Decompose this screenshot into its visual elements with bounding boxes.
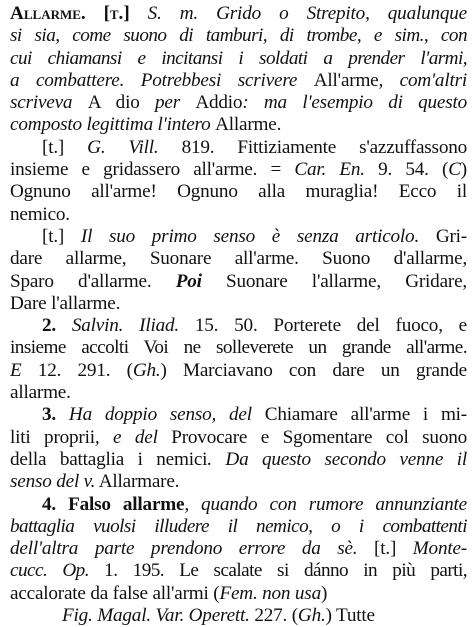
text-run: Dare l'allarme. xyxy=(10,292,121,314)
text-run: per xyxy=(154,92,196,114)
text-run: Monte- xyxy=(412,538,467,560)
text-run: [t.] xyxy=(42,136,88,158)
text-line xyxy=(10,471,467,493)
text-line xyxy=(10,315,467,337)
text-line xyxy=(10,337,467,359)
text-line xyxy=(10,3,467,25)
text-run: ) xyxy=(460,159,467,181)
text-run: allarme. xyxy=(10,382,71,404)
text-run: G. Vill. xyxy=(87,136,159,158)
text-run: della battaglia i nemici xyxy=(10,448,208,470)
text-run: Il suo primo senso è senza articolo. xyxy=(80,225,420,247)
text-run: Sparo d'allarme. xyxy=(10,270,176,292)
text-run: t. xyxy=(109,3,124,24)
text-run: 9. 54. ( xyxy=(364,159,449,181)
text-line xyxy=(10,181,467,203)
text-run: , quando con rumore annunziante xyxy=(184,493,467,515)
text-line xyxy=(10,605,467,627)
text-line xyxy=(10,159,467,181)
entry-text-column xyxy=(10,3,467,627)
text-run: 15. 50. Porterete del fuoco, e xyxy=(178,315,467,337)
text-run: dell'altra parte prendono errore da sè. xyxy=(10,538,358,560)
text-line xyxy=(10,449,467,471)
text-run: Allarme. xyxy=(215,114,282,136)
text-run: a combattere. Potrebbesi scrivere xyxy=(10,69,314,91)
text-run: Chiamare all'arme i mi- xyxy=(264,404,467,426)
text-line xyxy=(10,293,467,315)
text-run: ] xyxy=(123,3,148,24)
text-line xyxy=(10,70,467,92)
text-run: Allarmare. xyxy=(95,471,180,493)
text-run: Salvin. Iliad. xyxy=(71,315,179,337)
text-line xyxy=(10,204,467,226)
text-line xyxy=(10,114,467,136)
text-run: si sia, come suono di tamburi, di trombe, e sim., con xyxy=(10,25,467,47)
text-run: . Da questo secondo venne il xyxy=(207,448,467,470)
text-run: battaglia vuolsi illudere il nemico, o i combattenti xyxy=(10,515,467,537)
text-run: E xyxy=(10,359,22,381)
text-run: ) xyxy=(320,582,328,604)
text-run: 4. Falso allarme xyxy=(42,493,185,515)
text-run: accalorate da false all'armi ( xyxy=(10,582,220,604)
text-run: composto legittima l'intero xyxy=(10,114,216,136)
text-run: nemico. xyxy=(10,203,70,225)
text-run: Gh. xyxy=(132,359,161,381)
text-run: Suonare l'allarme, Gridare, xyxy=(201,270,467,292)
text-line xyxy=(10,25,467,47)
text-run: : ma l'esempio di questo xyxy=(242,92,467,114)
text-run: ) Marciavano con dare un grande xyxy=(160,359,467,381)
text-run: C xyxy=(448,159,461,181)
text-line xyxy=(10,404,467,426)
text-line xyxy=(10,137,467,159)
text-run: S. m. Grido o Strepito, qualunque xyxy=(147,3,467,24)
text-run: Gri- xyxy=(419,225,467,247)
text-run: 12. 291. ( xyxy=(21,359,133,381)
text-run: , e del xyxy=(94,426,172,448)
text-line xyxy=(10,48,467,70)
text-line xyxy=(10,226,467,248)
text-run: scriveva xyxy=(10,92,88,114)
text-line xyxy=(10,560,467,582)
text-line xyxy=(10,382,467,404)
text-run: Poi xyxy=(175,270,202,292)
text-run: 819. Fittiziamente s'azzuffassono xyxy=(158,136,467,158)
text-run: Provocare e Sgomentare col suono xyxy=(171,426,467,448)
text-run: Allarme xyxy=(10,3,81,24)
text-run: Fem. non usa xyxy=(219,582,321,604)
text-run: insieme accolti Voi ne solleverete un grande all'arme. xyxy=(10,337,467,359)
text-run: A dio xyxy=(87,92,155,114)
text-line xyxy=(10,271,467,293)
text-run: All'arme xyxy=(313,69,379,91)
text-run: 227. ( xyxy=(249,605,298,627)
text-run: liti proprii xyxy=(10,426,95,448)
text-run: 1. 195. Le scalate si dánno in più parti, xyxy=(88,560,467,582)
text-run: Fig. Magal. Var. Operett. xyxy=(62,605,250,627)
text-run: dare allarme, Suonare all'arme. Suono d'allarme, xyxy=(10,248,467,270)
text-run: Ognuno all'arme! Ognuno alla muraglia! Ecco il xyxy=(10,181,467,203)
text-run: Addio xyxy=(195,92,243,114)
text-run: cucc. Op. xyxy=(10,560,89,582)
text-line xyxy=(10,360,467,382)
text-run: Car. En. xyxy=(294,159,365,181)
text-line xyxy=(10,583,467,605)
text-run: insieme e gridassero all'arme. = xyxy=(10,159,295,181)
text-line xyxy=(10,538,467,560)
text-run: Gh. xyxy=(297,605,326,627)
text-run: Ha doppio senso, del xyxy=(68,404,265,426)
text-run: senso del v. xyxy=(10,471,96,493)
text-run: [t.] xyxy=(42,225,81,247)
text-run: 2. xyxy=(42,315,72,337)
text-line xyxy=(10,516,467,538)
text-run: 3. xyxy=(42,404,69,426)
text-run: , com'altri xyxy=(378,69,467,91)
text-line xyxy=(10,92,467,114)
text-line xyxy=(10,248,467,270)
text-line xyxy=(10,494,467,516)
text-run: [t.] xyxy=(357,538,413,560)
text-run: ) Tutte xyxy=(325,605,375,627)
text-line xyxy=(10,427,467,449)
text-run: . [ xyxy=(80,3,110,24)
text-run: cui chiamansi e incitansi i soldati a prender l'armi, xyxy=(10,47,467,69)
